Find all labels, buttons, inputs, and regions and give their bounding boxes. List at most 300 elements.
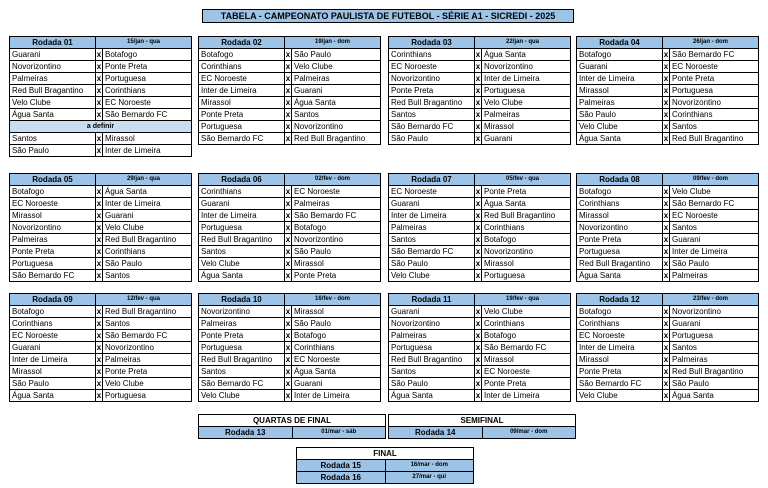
versus-mark: x xyxy=(663,259,669,268)
home-team: São Paulo xyxy=(389,378,475,390)
home-team: Corinthians xyxy=(577,198,663,210)
match-row xyxy=(577,133,759,145)
match-row xyxy=(577,306,759,318)
round-table xyxy=(388,36,571,145)
away-team: Botafogo xyxy=(482,330,571,342)
versus-mark: x xyxy=(663,343,669,352)
away-team: EC Noroeste xyxy=(292,354,381,366)
away-team: Red Bull Bragantino xyxy=(670,366,759,378)
versus-mark: x xyxy=(96,319,102,328)
away-team: São Paulo xyxy=(292,318,381,330)
home-team: Mirassol xyxy=(10,366,96,378)
versus-mark: x xyxy=(96,331,102,340)
away-team: Inter de Limeira xyxy=(670,246,759,258)
home-team: Botafogo xyxy=(577,306,663,318)
versus-mark: x xyxy=(475,187,481,196)
home-team: Inter de Limeira xyxy=(577,342,663,354)
away-team: Inter de Limeira xyxy=(482,390,571,402)
versus-mark: x xyxy=(663,50,669,59)
home-team: Santos xyxy=(389,109,475,121)
away-team: Botafogo xyxy=(103,49,192,61)
versus-mark: x xyxy=(663,187,669,196)
away-team: Corinthians xyxy=(670,109,759,121)
away-team: São Bernardo FC xyxy=(670,49,759,61)
versus-mark: x xyxy=(663,391,669,400)
home-team: Corinthians xyxy=(10,318,96,330)
round-date: 19/fev - qua xyxy=(475,294,571,306)
round-name: Rodada 04 xyxy=(577,37,663,49)
home-team: EC Noroeste xyxy=(577,330,663,342)
match-row xyxy=(199,234,381,246)
home-team: Velo Clube xyxy=(10,97,96,109)
away-team: Mirassol xyxy=(482,258,571,270)
versus-mark: x xyxy=(663,223,669,232)
match-row xyxy=(389,109,571,121)
away-team: São Paulo xyxy=(670,258,759,270)
home-team: São Paulo xyxy=(389,258,475,270)
home-team: Inter de Limeira xyxy=(199,85,285,97)
versus-mark: x xyxy=(285,367,291,376)
round-name: Rodada 03 xyxy=(389,37,475,49)
away-team: Santos xyxy=(103,270,192,282)
match-row xyxy=(199,342,381,354)
match-row xyxy=(199,97,381,109)
home-team: Palmeiras xyxy=(577,97,663,109)
match-row xyxy=(199,330,381,342)
quartas-date: 01/mar - sáb xyxy=(292,427,386,439)
final-label: FINAL xyxy=(297,448,474,460)
match-row xyxy=(577,378,759,390)
match-row xyxy=(10,330,192,342)
versus-mark: x xyxy=(96,50,102,59)
away-team: Palmeiras xyxy=(670,354,759,366)
match-row xyxy=(389,61,571,73)
match-row xyxy=(389,318,571,330)
match-row xyxy=(577,210,759,222)
versus-mark: x xyxy=(285,62,291,71)
round-table xyxy=(9,293,192,402)
versus-mark: x xyxy=(475,343,481,352)
versus-mark: x xyxy=(475,122,481,131)
versus-mark: x xyxy=(96,211,102,220)
versus-mark: x xyxy=(475,223,481,232)
away-team: Botafogo xyxy=(292,330,381,342)
versus-mark: x xyxy=(663,367,669,376)
away-team: EC Noroeste xyxy=(103,97,192,109)
round-name: Rodada 01 xyxy=(10,37,96,49)
match-row xyxy=(199,270,381,282)
match-row xyxy=(10,342,192,354)
home-team: Corinthians xyxy=(577,318,663,330)
versus-mark: x xyxy=(96,199,102,208)
versus-mark: x xyxy=(285,355,291,364)
quartas-table xyxy=(198,414,386,439)
away-team: Mirassol xyxy=(103,133,192,145)
round-name: Rodada 07 xyxy=(389,174,475,186)
home-team: Palmeiras xyxy=(389,222,475,234)
versus-mark: x xyxy=(285,122,291,131)
away-team: Portuguesa xyxy=(482,85,571,97)
away-team: Novorizontino xyxy=(292,121,381,133)
home-team: Velo Clube xyxy=(577,121,663,133)
match-row xyxy=(10,318,192,330)
versus-mark: x xyxy=(663,235,669,244)
match-row xyxy=(389,258,571,270)
away-team: Corinthians xyxy=(103,85,192,97)
versus-mark: x xyxy=(663,98,669,107)
match-row xyxy=(389,306,571,318)
away-team: Inter de Limeira xyxy=(103,198,192,210)
versus-mark: x xyxy=(285,110,291,119)
home-team: Santos xyxy=(389,366,475,378)
round-date: 29/jan - qua xyxy=(96,174,192,186)
versus-mark: x xyxy=(96,235,102,244)
match-row xyxy=(199,198,381,210)
match-row xyxy=(199,121,381,133)
home-team: EC Noroeste xyxy=(389,61,475,73)
home-team: São Paulo xyxy=(10,378,96,390)
versus-mark: x xyxy=(285,271,291,280)
home-team: Corinthians xyxy=(199,61,285,73)
versus-mark: x xyxy=(475,50,481,59)
round-name: Rodada 12 xyxy=(577,294,663,306)
versus-mark: x xyxy=(475,319,481,328)
round-name: Rodada 08 xyxy=(577,174,663,186)
match-row xyxy=(199,61,381,73)
home-team: Red Bull Bragantino xyxy=(199,354,285,366)
to-be-defined-label: a definir xyxy=(10,121,192,133)
home-team: Botafogo xyxy=(10,306,96,318)
away-team: Santos xyxy=(670,222,759,234)
home-team: Novorizontino xyxy=(10,61,96,73)
versus-mark: x xyxy=(285,259,291,268)
away-team: São Bernardo FC xyxy=(482,342,571,354)
home-team: Velo Clube xyxy=(199,258,285,270)
home-team: EC Noroeste xyxy=(199,73,285,85)
versus-mark: x xyxy=(285,391,291,400)
home-team: Água Santa xyxy=(199,270,285,282)
round-date: 23/fev - dom xyxy=(663,294,759,306)
semi-label: SEMIFINAL xyxy=(389,415,576,427)
versus-mark: x xyxy=(96,223,102,232)
home-team: Água Santa xyxy=(577,270,663,282)
round-table xyxy=(576,293,759,402)
versus-mark: x xyxy=(475,271,481,280)
home-team: Ponte Preta xyxy=(577,234,663,246)
versus-mark: x xyxy=(96,98,102,107)
home-team: Palmeiras xyxy=(389,330,475,342)
home-team: Inter de Limeira xyxy=(577,73,663,85)
match-row xyxy=(389,85,571,97)
away-team: Ponte Preta xyxy=(103,61,192,73)
away-team: Velo Clube xyxy=(482,306,571,318)
versus-mark: x xyxy=(285,199,291,208)
versus-mark: x xyxy=(96,307,102,316)
round-date: 16/fev - dom xyxy=(285,294,381,306)
home-team: São Paulo xyxy=(577,109,663,121)
away-team: Red Bull Bragantino xyxy=(670,133,759,145)
versus-mark: x xyxy=(475,199,481,208)
versus-mark: x xyxy=(285,211,291,220)
round-table xyxy=(198,36,381,145)
away-team: Portuguesa xyxy=(670,85,759,97)
home-team: Mirassol xyxy=(577,85,663,97)
quartas-label: QUARTAS DE FINAL xyxy=(199,415,386,427)
away-team: Guarani xyxy=(670,234,759,246)
match-row xyxy=(10,61,192,73)
match-row xyxy=(577,234,759,246)
match-row xyxy=(10,306,192,318)
match-row xyxy=(389,330,571,342)
away-team: Velo Clube xyxy=(482,97,571,109)
home-team: Portuguesa xyxy=(389,342,475,354)
home-team: Inter de Limeira xyxy=(199,210,285,222)
match-row xyxy=(577,222,759,234)
round-date: 02/fev - dom xyxy=(285,174,381,186)
versus-mark: x xyxy=(475,367,481,376)
versus-mark: x xyxy=(663,319,669,328)
away-team: EC Noroeste xyxy=(670,210,759,222)
final-date-16: 27/mar - qui xyxy=(385,472,474,484)
home-team: Água Santa xyxy=(10,109,96,121)
away-team: Água Santa xyxy=(482,198,571,210)
away-team: Inter de Limeira xyxy=(103,145,192,157)
home-team: São Bernardo FC xyxy=(199,378,285,390)
home-team: São Paulo xyxy=(10,145,96,157)
home-team: Red Bull Bragantino xyxy=(389,97,475,109)
match-row xyxy=(389,270,571,282)
away-team: Novorizontino xyxy=(482,246,571,258)
round-date: 15/jan - qua xyxy=(96,37,192,49)
home-team: Novorizontino xyxy=(10,222,96,234)
match-row xyxy=(10,198,192,210)
away-team: Água Santa xyxy=(292,97,381,109)
away-team: Botafogo xyxy=(482,234,571,246)
away-team: Novorizontino xyxy=(292,234,381,246)
match-row xyxy=(10,378,192,390)
match-row xyxy=(577,85,759,97)
home-team: Ponte Preta xyxy=(389,85,475,97)
match-row xyxy=(10,390,192,402)
match-row xyxy=(10,222,192,234)
versus-mark: x xyxy=(475,98,481,107)
home-team: Mirassol xyxy=(199,97,285,109)
match-row xyxy=(577,186,759,198)
home-team: Portuguesa xyxy=(199,342,285,354)
home-team: Velo Clube xyxy=(199,390,285,402)
round-name: Rodada 09 xyxy=(10,294,96,306)
round-date: 12/fev - qua xyxy=(96,294,192,306)
away-team: Red Bull Bragantino xyxy=(103,306,192,318)
versus-mark: x xyxy=(475,110,481,119)
versus-mark: x xyxy=(663,122,669,131)
match-row xyxy=(199,73,381,85)
home-team: Novorizontino xyxy=(389,73,475,85)
match-row xyxy=(10,97,192,109)
match-row xyxy=(389,121,571,133)
away-team: Guarani xyxy=(482,133,571,145)
match-row xyxy=(199,378,381,390)
match-row xyxy=(389,246,571,258)
away-team: Guarani xyxy=(292,85,381,97)
match-row xyxy=(577,318,759,330)
home-team: Red Bull Bragantino xyxy=(199,234,285,246)
home-team: São Bernardo FC xyxy=(577,378,663,390)
home-team: EC Noroeste xyxy=(10,330,96,342)
away-team: Red Bull Bragantino xyxy=(482,210,571,222)
versus-mark: x xyxy=(96,146,102,155)
home-team: EC Noroeste xyxy=(10,198,96,210)
away-team: EC Noroeste xyxy=(670,61,759,73)
away-team: Água Santa xyxy=(103,186,192,198)
match-row xyxy=(199,318,381,330)
versus-mark: x xyxy=(475,235,481,244)
match-row xyxy=(389,390,571,402)
home-team: Ponte Preta xyxy=(577,366,663,378)
match-row xyxy=(199,222,381,234)
away-team: Ponte Preta xyxy=(103,366,192,378)
round-table xyxy=(198,293,381,402)
match-row xyxy=(10,258,192,270)
match-row xyxy=(199,49,381,61)
versus-mark: x xyxy=(96,134,102,143)
away-team: Palmeiras xyxy=(103,354,192,366)
home-team: EC Noroeste xyxy=(389,186,475,198)
away-team: São Paulo xyxy=(103,258,192,270)
home-team: São Bernardo FC xyxy=(10,270,96,282)
round-table xyxy=(388,173,571,282)
versus-mark: x xyxy=(475,331,481,340)
round-name: Rodada 06 xyxy=(199,174,285,186)
versus-mark: x xyxy=(475,391,481,400)
home-team: Água Santa xyxy=(389,390,475,402)
away-team: Velo Clube xyxy=(103,378,192,390)
match-row xyxy=(199,133,381,145)
versus-mark: x xyxy=(96,187,102,196)
round-date: 26/jan - dom xyxy=(663,37,759,49)
match-row xyxy=(577,330,759,342)
home-team: Guarani xyxy=(199,198,285,210)
match-row xyxy=(10,73,192,85)
match-row xyxy=(10,186,192,198)
versus-mark: x xyxy=(663,62,669,71)
away-team: Água Santa xyxy=(292,366,381,378)
away-team: Santos xyxy=(670,342,759,354)
versus-mark: x xyxy=(96,367,102,376)
match-row xyxy=(199,390,381,402)
away-team: EC Noroeste xyxy=(292,186,381,198)
match-row xyxy=(389,97,571,109)
versus-mark: x xyxy=(96,391,102,400)
home-team: Ponte Preta xyxy=(199,330,285,342)
away-team: Guarani xyxy=(103,210,192,222)
away-team: Guarani xyxy=(670,318,759,330)
match-row xyxy=(199,258,381,270)
versus-mark: x xyxy=(663,355,669,364)
home-team: Botafogo xyxy=(10,186,96,198)
home-team: Palmeiras xyxy=(199,318,285,330)
away-team: Botafogo xyxy=(292,222,381,234)
match-row xyxy=(199,246,381,258)
versus-mark: x xyxy=(285,50,291,59)
away-team: Portuguesa xyxy=(670,330,759,342)
away-team: Velo Clube xyxy=(292,61,381,73)
away-team: Mirassol xyxy=(292,306,381,318)
versus-mark: x xyxy=(285,331,291,340)
round-date: 22/jan - qua xyxy=(475,37,571,49)
versus-mark: x xyxy=(475,307,481,316)
away-team: Santos xyxy=(670,121,759,133)
away-team: Novorizontino xyxy=(482,61,571,73)
away-team: Mirassol xyxy=(482,121,571,133)
match-row xyxy=(577,49,759,61)
page-title: TABELA - CAMPEONATO PAULISTA DE FUTEBOL - SÉRIE A1 - SICREDI - 2025 xyxy=(202,9,574,23)
match-row xyxy=(389,210,571,222)
match-row xyxy=(389,366,571,378)
versus-mark: x xyxy=(475,62,481,71)
match-row xyxy=(389,198,571,210)
semi-round: Rodada 14 xyxy=(389,427,483,439)
away-team: Ponte Preta xyxy=(670,73,759,85)
versus-mark: x xyxy=(285,319,291,328)
away-team: Novorizontino xyxy=(103,342,192,354)
versus-mark: x xyxy=(285,187,291,196)
home-team: Guarani xyxy=(389,198,475,210)
home-team: Mirassol xyxy=(10,210,96,222)
round-table xyxy=(388,293,571,402)
away-team: Mirassol xyxy=(292,258,381,270)
versus-mark: x xyxy=(96,259,102,268)
away-team: Palmeiras xyxy=(292,198,381,210)
match-row xyxy=(389,234,571,246)
versus-mark: x xyxy=(475,247,481,256)
round-name: Rodada 05 xyxy=(10,174,96,186)
match-row xyxy=(10,270,192,282)
match-row xyxy=(577,109,759,121)
away-team: Água Santa xyxy=(482,49,571,61)
match-row xyxy=(10,354,192,366)
versus-mark: x xyxy=(96,379,102,388)
versus-mark: x xyxy=(663,271,669,280)
round-table xyxy=(9,173,192,282)
versus-mark: x xyxy=(285,247,291,256)
match-row xyxy=(577,73,759,85)
final-round-15: Rodada 15 xyxy=(297,460,386,472)
match-row xyxy=(577,270,759,282)
versus-mark: x xyxy=(285,74,291,83)
match-row xyxy=(389,49,571,61)
versus-mark: x xyxy=(663,379,669,388)
away-team: EC Noroeste xyxy=(482,366,571,378)
home-team: Santos xyxy=(389,234,475,246)
away-team: São Paulo xyxy=(292,49,381,61)
away-team: Velo Clube xyxy=(670,186,759,198)
away-team: São Bernardo FC xyxy=(103,330,192,342)
away-team: Ponte Preta xyxy=(292,270,381,282)
away-team: Novorizontino xyxy=(670,306,759,318)
home-team: Santos xyxy=(199,246,285,258)
round-name: Rodada 11 xyxy=(389,294,475,306)
match-row xyxy=(389,342,571,354)
round-table xyxy=(576,173,759,282)
away-team: Palmeiras xyxy=(292,73,381,85)
home-team: Inter de Limeira xyxy=(389,210,475,222)
away-team: Portuguesa xyxy=(482,270,571,282)
home-team: Portuguesa xyxy=(199,121,285,133)
home-team: Santos xyxy=(10,133,96,145)
match-row xyxy=(577,121,759,133)
final-table xyxy=(296,447,474,484)
